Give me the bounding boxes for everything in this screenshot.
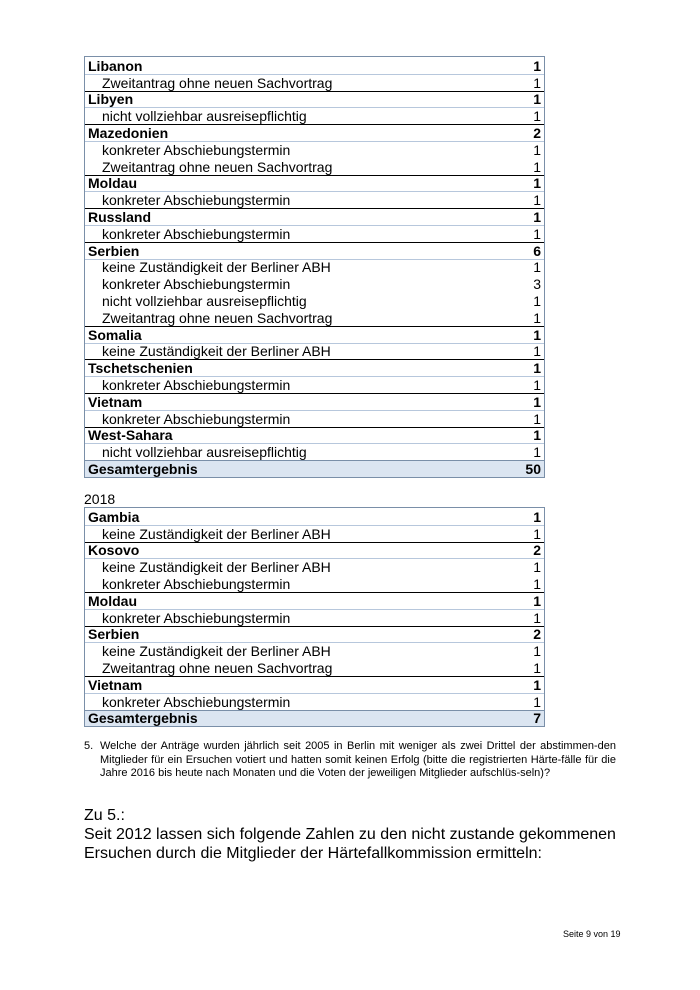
- reason-row: [85, 693, 544, 710]
- count-value: 50: [525, 460, 541, 477]
- count-value: 1: [533, 57, 541, 74]
- count-value: 3: [533, 276, 541, 293]
- country-name: Gambia: [88, 508, 140, 525]
- count-value: 1: [533, 309, 541, 326]
- country-name: Kosovo: [88, 542, 140, 559]
- country-name: Libanon: [88, 57, 143, 74]
- reason-row: [85, 410, 544, 427]
- reason-label: keine Zuständigkeit der Berliner ABH: [102, 525, 331, 542]
- country-row: [85, 626, 544, 643]
- country-name: Vietnam: [88, 676, 143, 693]
- country-name: Moldau: [88, 592, 137, 609]
- reason-label: konkreter Abschiebungstermin: [102, 192, 291, 209]
- reason-row: [85, 343, 544, 360]
- count-value: 1: [533, 676, 541, 693]
- reason-row: [85, 141, 544, 158]
- reason-row: [85, 575, 544, 592]
- reason-label: keine Zuständigkeit der Berliner ABH: [102, 559, 331, 576]
- count-value: 1: [533, 376, 541, 393]
- country-row: [85, 359, 544, 376]
- count-value: 1: [533, 559, 541, 576]
- count-value: 1: [533, 693, 541, 710]
- reason-label: keine Zuständigkeit der Berliner ABH: [102, 343, 331, 360]
- country-name: Tschetschenien: [88, 360, 193, 377]
- count-value: 1: [533, 525, 541, 542]
- reason-label: konkreter Abschiebungstermin: [102, 225, 291, 242]
- country-row: [85, 124, 544, 141]
- count-value: 1: [533, 343, 541, 360]
- country-name: Vietnam: [88, 393, 143, 410]
- count-value: 1: [533, 192, 541, 209]
- country-row: [85, 676, 544, 693]
- reason-row: [85, 309, 544, 326]
- country-row: [85, 393, 544, 410]
- reason-label: nicht vollziehbar ausreisepflichtig: [102, 108, 307, 125]
- count-value: 1: [533, 259, 541, 276]
- country-name: West-Sahara: [88, 427, 173, 444]
- reason-row: [85, 558, 544, 575]
- reason-label: konkreter Abschiebungstermin: [102, 410, 291, 427]
- count-value: 1: [533, 659, 541, 676]
- count-value: 6: [533, 242, 541, 259]
- country-name: Mazedonien: [88, 124, 169, 141]
- count-value: 1: [533, 643, 541, 660]
- count-value: 1: [533, 175, 541, 192]
- reason-row: [85, 158, 544, 175]
- count-value: 1: [533, 592, 541, 609]
- question-number: 5.: [84, 740, 94, 752]
- reason-row: [85, 525, 544, 542]
- count-value: 1: [533, 158, 541, 175]
- count-value: 2: [533, 626, 541, 643]
- count-value: 2: [533, 124, 541, 141]
- reason-label: konkreter Abschiebungstermin: [102, 575, 291, 592]
- total-label: Gesamtergebnis: [88, 460, 198, 477]
- count-value: 1: [533, 360, 541, 377]
- country-row: [85, 427, 544, 444]
- count-value: 1: [533, 393, 541, 410]
- country-row: [85, 326, 544, 343]
- country-name: Libyen: [88, 91, 134, 108]
- reason-row: [85, 292, 544, 309]
- total-label: Gesamtergebnis: [88, 710, 198, 727]
- country-row: [85, 57, 544, 74]
- reason-label: Zweitantrag ohne neuen Sachvortrag: [102, 158, 333, 175]
- count-value: 1: [533, 410, 541, 427]
- reason-label: Zweitantrag ohne neuen Sachvortrag: [102, 74, 333, 91]
- reason-row: [85, 443, 544, 460]
- count-value: 1: [533, 575, 541, 592]
- reason-row: [85, 107, 544, 124]
- count-value: 1: [533, 508, 541, 525]
- count-value: 1: [533, 108, 541, 125]
- count-value: 1: [533, 427, 541, 444]
- count-value: 2: [533, 542, 541, 559]
- count-value: 1: [533, 208, 541, 225]
- reason-row: [85, 609, 544, 626]
- answer-text: Seit 2012 lassen sich folgende Zahlen zu den nicht zustande gekommenen Ersuchen durch die Mitglieder der Härtefallkommission ermitteln:: [84, 826, 616, 862]
- answer-heading: Zu 5.:: [84, 807, 125, 824]
- year-heading: 2018: [84, 491, 116, 507]
- reason-row: [85, 191, 544, 208]
- country-row: [85, 592, 544, 609]
- total-row: [85, 460, 544, 477]
- country-row: [85, 175, 544, 192]
- country-row: [85, 208, 544, 225]
- reason-label: keine Zuständigkeit der Berliner ABH: [102, 259, 331, 276]
- table-by-country: [84, 56, 545, 478]
- reason-label: Zweitantrag ohne neuen Sachvortrag: [102, 659, 333, 676]
- country-row: [85, 242, 544, 259]
- reason-label: nicht vollziehbar ausreisepflichtig: [102, 292, 307, 309]
- page-number: Seite 9 von 19: [563, 929, 621, 939]
- total-row: [85, 710, 544, 727]
- country-row: [85, 91, 544, 108]
- question-text: Welche der Anträge wurden jährlich seit 2005 in Berlin mit weniger als zwei Drittel der abstimmen-den Mitglieder für ein Ersuchen votiert und hatten somit keinen Erfolg (bitte die registrierten Härte-fälle für die Jahre 2016 bis heute nach Monaten und die Voten der jeweiligen Mitglieder aufschlüs-seln)?: [100, 740, 616, 779]
- question-5: [84, 740, 616, 781]
- count-value: 1: [533, 609, 541, 626]
- reason-row: [85, 259, 544, 276]
- table-2018-by-country: [84, 507, 545, 727]
- country-name: Moldau: [88, 175, 137, 192]
- count-value: 1: [533, 91, 541, 108]
- count-value: 1: [533, 326, 541, 343]
- reason-label: konkreter Abschiebungstermin: [102, 141, 291, 158]
- reason-row: [85, 376, 544, 393]
- reason-row: [85, 74, 544, 91]
- count-value: 1: [533, 292, 541, 309]
- country-row: [85, 508, 544, 525]
- country-name: Somalia: [88, 326, 142, 343]
- reason-label: konkreter Abschiebungstermin: [102, 693, 291, 710]
- country-name: Serbien: [88, 626, 140, 643]
- reason-row: [85, 659, 544, 676]
- reason-row: [85, 642, 544, 659]
- country-name: Serbien: [88, 242, 140, 259]
- count-value: 1: [533, 74, 541, 91]
- reason-label: konkreter Abschiebungstermin: [102, 376, 291, 393]
- count-value: 7: [533, 710, 541, 727]
- reason-row: [85, 275, 544, 292]
- reason-row: [85, 225, 544, 242]
- count-value: 1: [533, 225, 541, 242]
- count-value: 1: [533, 444, 541, 461]
- reason-label: keine Zuständigkeit der Berliner ABH: [102, 643, 331, 660]
- country-row: [85, 542, 544, 559]
- reason-label: Zweitantrag ohne neuen Sachvortrag: [102, 309, 333, 326]
- reason-label: konkreter Abschiebungstermin: [102, 276, 291, 293]
- reason-label: nicht vollziehbar ausreisepflichtig: [102, 444, 307, 461]
- count-value: 1: [533, 141, 541, 158]
- reason-label: konkreter Abschiebungstermin: [102, 609, 291, 626]
- country-name: Russland: [88, 208, 152, 225]
